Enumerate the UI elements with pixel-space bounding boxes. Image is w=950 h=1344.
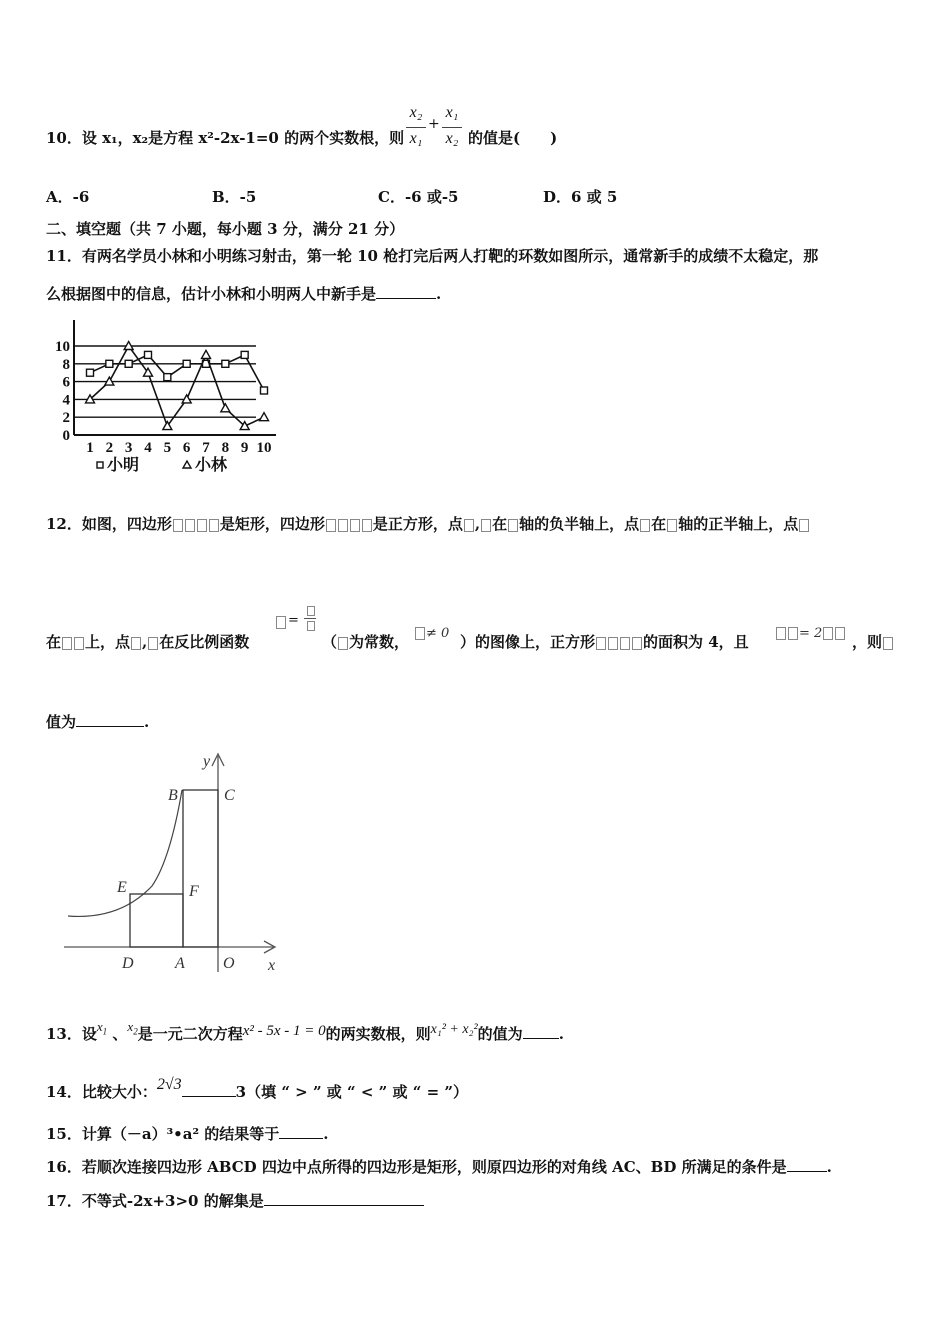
q16-line <box>46 1157 832 1177</box>
placeholder-glyph <box>62 637 72 650</box>
q10-option-c: C．-6 或-5 <box>378 188 459 206</box>
q15-text-a: 15．计算（－a）³•a² 的结果等于 <box>46 1125 280 1143</box>
q12-line2-tail <box>460 632 749 652</box>
q13-answer-blank <box>523 1024 559 1039</box>
q12-text-3: 值为 <box>46 713 77 731</box>
q12-text-2f: ）的图像上，正方形 <box>460 633 596 651</box>
chart-x-tick-label: 8 <box>221 440 230 456</box>
chart-point-square <box>125 360 132 367</box>
q12-line3 <box>46 712 149 732</box>
placeholder-glyph <box>883 637 893 650</box>
placeholder-glyph <box>481 519 491 532</box>
chart-y-tick-label: 6 <box>62 374 70 391</box>
q13-text-b: 、 <box>112 1025 128 1043</box>
chart-series-line-xiaoming <box>90 355 264 391</box>
q11-answer-blank <box>376 284 436 299</box>
q13-text-c: 是一元二次方程 <box>137 1025 243 1043</box>
placeholder-glyph <box>508 519 518 532</box>
placeholder-glyph <box>667 519 677 532</box>
chart-x-tick-label: 5 <box>163 440 172 456</box>
placeholder-glyph <box>326 519 336 532</box>
placeholder-glyph <box>823 627 833 640</box>
q17-answer-blank <box>264 1191 424 1206</box>
chart-y-tick-label: 0 <box>62 428 70 444</box>
placeholder-glyph <box>788 627 798 640</box>
placeholder-glyph <box>620 637 630 650</box>
placeholder-glyph <box>74 637 84 650</box>
q12-text-2b: 上，点 <box>85 633 131 651</box>
label-A: A <box>175 955 185 972</box>
chart-x-tick-label: 10 <box>256 440 272 456</box>
label-E: E <box>117 879 127 896</box>
q10-tail: 的值是( ) <box>468 129 558 147</box>
k-nonzero <box>414 626 449 641</box>
placeholder-glyph <box>338 637 348 650</box>
chart-x-tick-label: 2 <box>105 440 114 456</box>
q13-text-f: . <box>558 1025 564 1043</box>
section-title: 二、填空题（共 7 小题，每小题 3 分，满分 21 分） <box>46 220 405 238</box>
q12-line2-rest <box>322 632 409 652</box>
frac-a-denominator: x₁ <box>409 130 423 147</box>
q12-text-e: 轴的负半轴上，点 <box>519 515 640 533</box>
shooting-scores-chart <box>44 316 284 486</box>
frac-b-numerator: x₁ <box>445 104 459 121</box>
q17-line <box>46 1191 424 1211</box>
chart-point-triangle <box>202 350 211 358</box>
x2-symbol: $x_2$ <box>127 1019 138 1037</box>
q12-answer-blank <box>76 712 144 727</box>
q12-figure <box>60 748 290 980</box>
q16-text-b: . <box>826 1158 832 1176</box>
q13-line <box>46 1017 564 1044</box>
q12-text-a: 12．如图，四边形 <box>46 515 172 533</box>
q12-line1: 12．如图，四边形 是矩形，四边形 是正方形，点 , 在 轴的负半轴上，点 在 轴的正半轴上，点 <box>46 514 810 534</box>
chart-point-square <box>164 374 171 381</box>
placeholder-glyph <box>307 606 315 616</box>
chart-y-tick-label: 2 <box>62 410 70 427</box>
hyperbola-curve <box>68 790 182 916</box>
q16-text-a: 16．若顺次连接四边形 ABCD 四边中点所得的四边形是矩形，则原四边形的对角线 AC、BD 所满足的条件是 <box>46 1158 787 1176</box>
q12-line2-then <box>852 632 894 652</box>
placeholder-glyph <box>464 519 474 532</box>
placeholder-glyph <box>173 519 183 532</box>
legend-label-xiaolin: 小林 <box>195 457 228 474</box>
placeholder-glyph <box>608 637 618 650</box>
placeholder-glyph <box>350 519 360 532</box>
placeholder-glyph <box>338 519 348 532</box>
q12-line2: 在 上，点 , 在反比例函数 <box>46 633 250 651</box>
q12-text-2a: 在 <box>46 633 62 651</box>
q15-text-b: . <box>323 1125 329 1143</box>
label-F: F <box>189 883 199 900</box>
equals-sign: = <box>288 613 299 628</box>
placeholder-glyph <box>276 616 286 629</box>
square-ADEF <box>130 894 183 947</box>
placeholder-glyph <box>362 519 372 532</box>
fraction-bar <box>304 618 316 619</box>
label-x: x <box>268 957 276 974</box>
chart-point-square <box>145 351 152 358</box>
placeholder-glyph <box>596 637 606 650</box>
q14-text-a: 14．比较大小： <box>46 1083 157 1101</box>
q10-option-d: D．6 或 5 <box>543 188 618 206</box>
placeholder-glyph <box>632 637 642 650</box>
placeholder-glyph <box>185 519 195 532</box>
q14-line <box>46 1075 468 1102</box>
rectangle-ABCO <box>183 790 218 947</box>
q12-text-d: 在 <box>492 515 508 533</box>
chart-x-tick-label: 4 <box>144 440 152 456</box>
placeholder-glyph <box>131 637 141 650</box>
q11-line2-text: 么根据图中的信息，估计小林和小明两人中新手是 <box>46 285 377 303</box>
q12-text-2c: 在反比例函数 <box>159 633 250 651</box>
q13-text-a: 13．设 <box>46 1025 97 1043</box>
q17-text-a: 17．不等式-2x+3>0 的解集是 <box>46 1192 264 1210</box>
q12-ratio <box>775 626 846 641</box>
placeholder-glyph <box>776 627 786 640</box>
q12-text-2d: （ <box>322 633 338 651</box>
neq-zero-text: ≠ 0 <box>426 626 450 641</box>
chart-x-tick-label: 1 <box>86 440 94 456</box>
chart-point-triangle <box>221 404 230 412</box>
q13-equation: x² - 5x - 1 = 0 <box>242 1023 326 1039</box>
placeholder-glyph <box>640 519 650 532</box>
legend-marker-square <box>97 462 103 468</box>
q12-function-formula <box>273 606 323 642</box>
q12-text-g: 轴的正半轴上，点 <box>678 515 799 533</box>
chart-y-tick-label: 10 <box>55 339 70 355</box>
q15-line <box>46 1124 329 1144</box>
q13-text-e: 的值为 <box>477 1025 523 1043</box>
placeholder-glyph <box>307 621 315 631</box>
placeholder-glyph <box>209 519 219 532</box>
chart-y-tick-label: 4 <box>62 392 70 409</box>
q14-text-b: 3（填 “ > ” 或 “ < ” 或 “ = ”） <box>235 1083 469 1101</box>
q16-answer-blank <box>787 1157 827 1172</box>
frac-b-denominator: x₂ <box>445 130 459 147</box>
chart-point-square <box>87 369 94 376</box>
placeholder-glyph <box>415 627 425 640</box>
placeholder-glyph <box>835 627 845 640</box>
label-B: B <box>168 787 178 804</box>
frac-a-bar <box>406 127 426 128</box>
chart-x-tick-label: 3 <box>124 440 133 456</box>
q12-text-2g: 的面积为 4，且 <box>643 633 749 651</box>
chart-point-square <box>106 360 113 367</box>
chart-point-square <box>241 351 248 358</box>
chart-point-square <box>222 360 229 367</box>
label-O: O <box>223 955 235 972</box>
placeholder-glyph <box>148 637 158 650</box>
q12-text-2e: 为常数， <box>349 633 410 651</box>
q12-text-b: 是矩形，四边形 <box>219 515 325 533</box>
q15-answer-blank <box>279 1124 323 1139</box>
q10-stem <box>46 128 404 148</box>
chart-x-tick-label: 7 <box>202 440 210 456</box>
q12-text-2h: ，则 <box>852 633 883 651</box>
legend-label-xiaoming: 小明 <box>107 457 140 474</box>
q10-fraction-expression <box>402 104 466 154</box>
q11-line2 <box>46 284 441 304</box>
frac-a-numerator: x₂ <box>409 104 423 121</box>
chart-point-triangle <box>260 413 269 421</box>
chart-x-tick-label: 6 <box>182 440 191 456</box>
legend-marker-triangle <box>183 461 191 468</box>
placeholder-glyph <box>197 519 207 532</box>
q12-text-f: 在 <box>651 515 667 533</box>
q12-text-c: 是正方形，点 <box>372 515 463 533</box>
q10-option-a: A．-6 <box>46 188 90 206</box>
q14-radical: 2√3 <box>156 1076 182 1093</box>
q10-text: 10．设 x₁，x₂是方程 x²-2x-1=0 的两个实数根，则 <box>46 129 405 147</box>
label-D: D <box>122 955 134 972</box>
plus-sign: + <box>428 116 440 132</box>
q11-line1: 11．有两名学员小林和小明练习射击，第一轮 10 枪打完后两人打靶的环数如图所示，通常新手的成绩不太稳定，那 <box>46 247 819 265</box>
q11-line2-end: . <box>436 285 442 303</box>
q13-text-d: 的两实数根，则 <box>325 1025 431 1043</box>
eq-two-text: = 2 <box>799 626 823 641</box>
chart-point-square <box>183 360 190 367</box>
chart-point-square <box>261 387 268 394</box>
chart-y-tick-label: 8 <box>62 356 70 373</box>
x1-symbol: $x_1$ <box>96 1019 108 1037</box>
q12-text-3-end: . <box>144 713 150 731</box>
placeholder-glyph <box>799 519 809 532</box>
frac-b-bar <box>442 127 462 128</box>
q13-expression: x₁² + x₂² <box>430 1022 478 1037</box>
q10-option-b: B．-5 <box>212 188 257 206</box>
label-y: y <box>203 753 211 770</box>
chart-x-tick-label: 9 <box>240 440 249 456</box>
label-C: C <box>224 787 235 804</box>
q14-answer-blank <box>182 1082 236 1097</box>
